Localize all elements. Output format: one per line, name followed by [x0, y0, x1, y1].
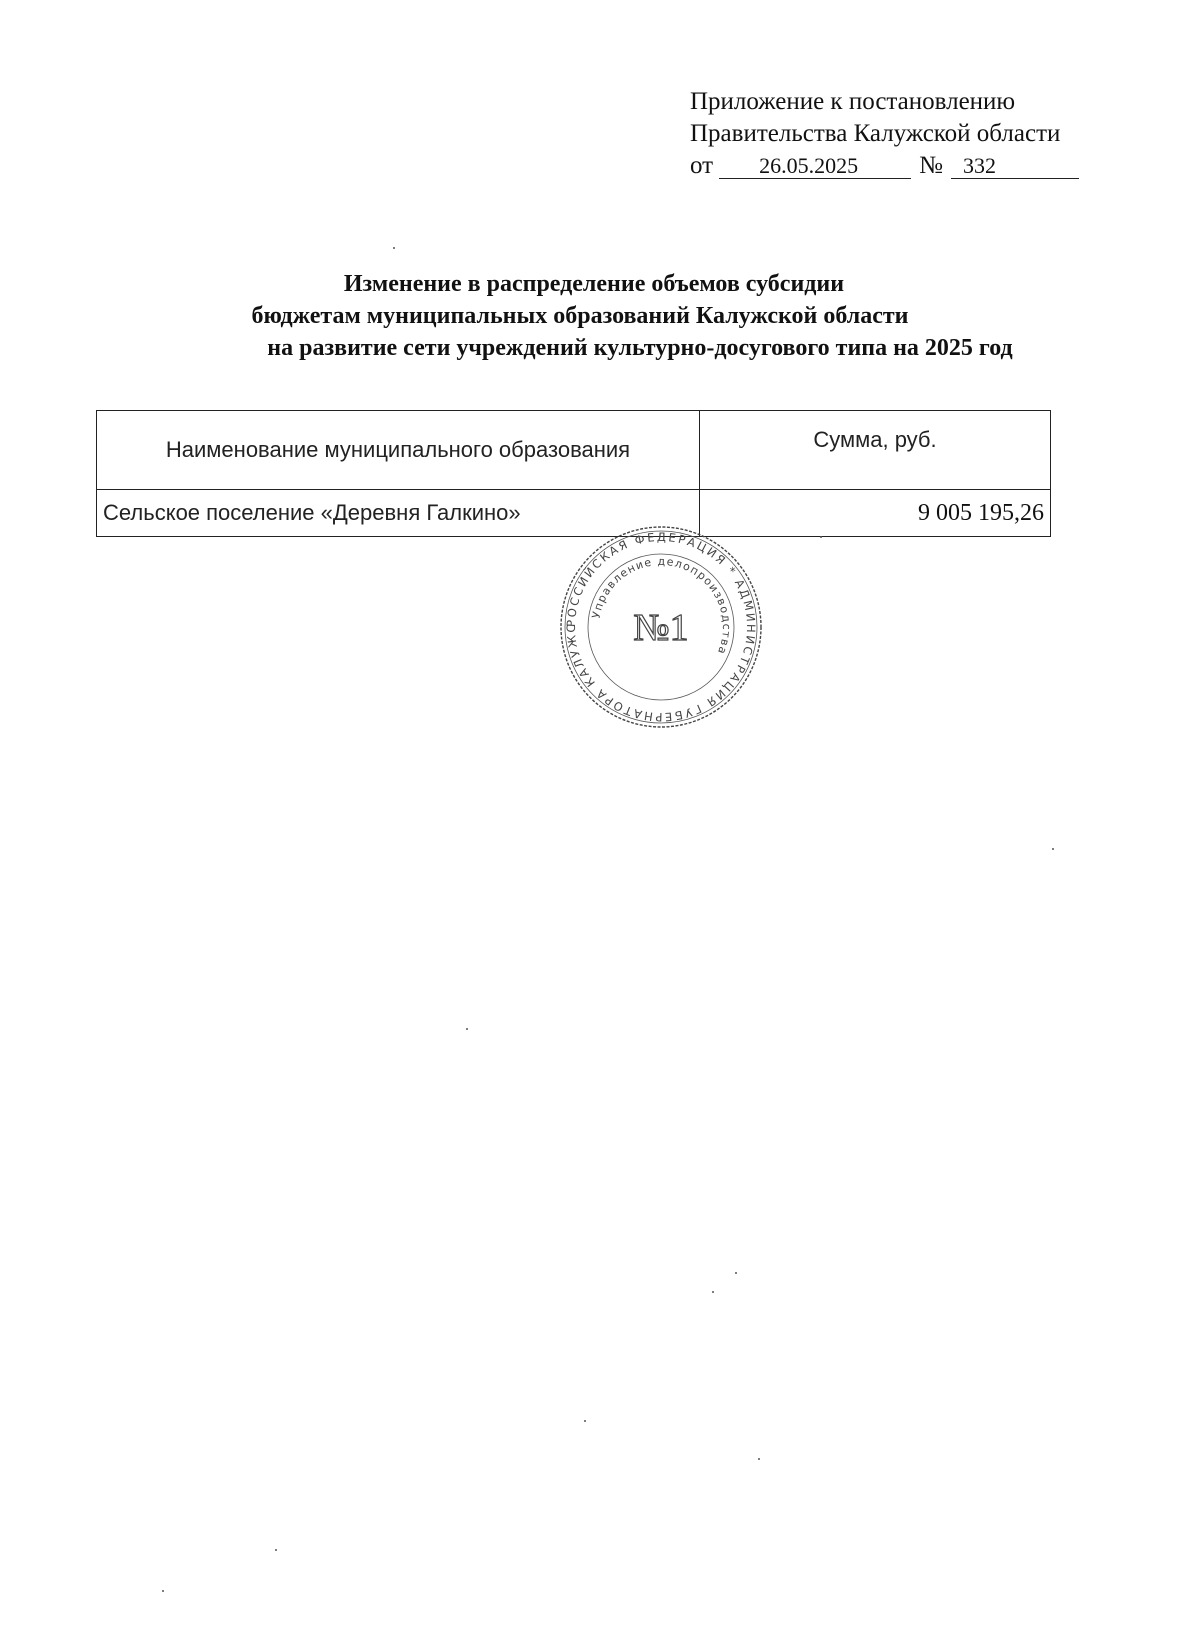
- from-label: от: [690, 152, 714, 179]
- scan-speck: [275, 1549, 277, 1551]
- scan-speck: [820, 536, 822, 538]
- column-header-amount: Сумма, руб.: [700, 411, 1051, 490]
- decree-date: 26.05.2025: [719, 154, 911, 179]
- decree-number: 332: [951, 154, 1079, 179]
- appendix-date-line: [690, 150, 1090, 182]
- scan-speck: [584, 1420, 586, 1422]
- table-header-row: [97, 411, 1051, 490]
- title-line-3: на развитие сети учреждений культурно-досугового типа на 2025 год: [267, 335, 1013, 361]
- column-header-municipality: Наименование муниципального образования: [97, 411, 700, 490]
- title-line-1: Изменение в распределение объемов субсидии: [343, 271, 845, 297]
- scan-speck: [735, 1272, 737, 1274]
- appendix-line-2: Правительства Калужской области: [690, 120, 1061, 147]
- cell-municipality: Сельское поселение «Деревня Галкино»: [97, 490, 700, 537]
- seal-graphic: [556, 522, 766, 732]
- seal-center-number: №1: [633, 607, 689, 649]
- scan-speck: [162, 1590, 164, 1592]
- scan-speck: [712, 1291, 714, 1293]
- seal-outer-text: РОССИЙСКАЯ ФЕДЕРАЦИЯ * АДМИНИСТРАЦИЯ ГУБЕРНАТОРА КАЛУЖС: [563, 529, 759, 725]
- official-seal: [556, 522, 766, 732]
- seal-inner-text: Управление делопроизводства: [589, 554, 734, 657]
- subsidy-table: [96, 410, 1051, 537]
- scan-speck: [466, 1028, 468, 1030]
- document-title: [90, 268, 1190, 364]
- appendix-line-1: Приложение к постановлению: [690, 88, 1016, 115]
- cell-amount: 9 005 195,26: [700, 490, 1051, 537]
- scan-speck: [393, 247, 395, 249]
- scan-speck: [758, 1458, 760, 1460]
- number-sign: №: [919, 152, 943, 179]
- appendix-header: [690, 86, 1090, 182]
- scan-speck: [1052, 848, 1054, 850]
- title-line-2: бюджетам муниципальных образований Калужской области: [251, 303, 909, 329]
